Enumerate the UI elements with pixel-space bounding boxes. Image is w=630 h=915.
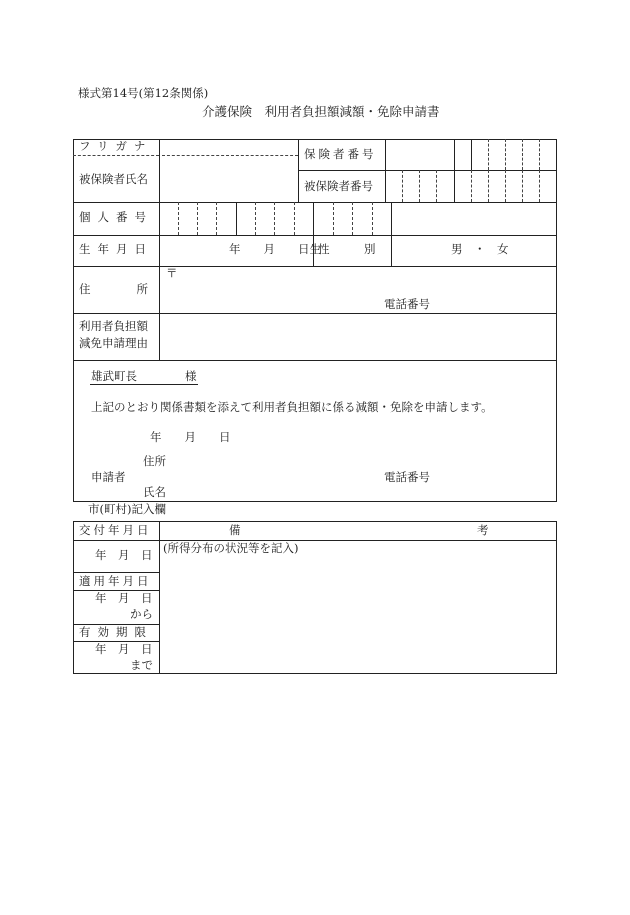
remarks-label-left: 備: [229, 523, 241, 537]
municipal-caption: 市(町村)記入欄: [88, 502, 166, 516]
insured-number-label: 被保険者番号: [304, 179, 373, 193]
document-title: 介護保険 利用者負担額減額・免除申請書: [202, 104, 440, 119]
address-label: 住 所: [79, 282, 148, 296]
apply-ymd: 年 月 日: [95, 591, 153, 605]
personal-number-label: 個人番号: [79, 210, 153, 224]
applicant-label: 申請者: [91, 470, 126, 484]
until-label: まで: [130, 658, 153, 672]
addressee: 雄武町長: [91, 369, 137, 383]
validity-ymd: 年 月 日: [95, 642, 153, 656]
validity-label: 有効期限: [79, 625, 153, 639]
remarks-note: (所得分布の状況等を記入): [163, 541, 299, 555]
sex-label: 性 別: [318, 242, 376, 256]
applicant-address-label: 住所: [143, 454, 166, 468]
application-date: 年 月 日: [150, 430, 231, 444]
insurer-number-label: 保険者番号: [304, 147, 377, 161]
application-statement: 上記のとおり関係書類を添えて利用者負担額に係る減額・免除を申請します。: [91, 400, 493, 414]
birth-date-suffix: 年 月 日生: [229, 242, 321, 256]
birth-date-label: 生年月日: [79, 242, 153, 256]
issue-ymd: 年 月 日: [95, 548, 153, 562]
applicant-phone-label: 電話番号: [384, 470, 430, 484]
postal-mark: 〒: [166, 266, 178, 280]
remarks-label-right: 考: [477, 523, 489, 537]
applicant-name-label: 氏名: [143, 485, 166, 499]
furigana-label: フリガナ: [79, 139, 153, 153]
phone-label: 電話番号: [384, 297, 430, 311]
from-label: から: [130, 607, 153, 621]
insured-name-label: 被保険者氏名: [79, 172, 148, 186]
apply-date-label: 適用年月日: [79, 574, 152, 588]
issue-date-label: 交付年月日: [79, 523, 152, 537]
honorific: 様: [185, 369, 197, 383]
reason-label-line1: 利用者負担額: [79, 319, 148, 333]
sex-options: 男 ・ 女: [451, 242, 509, 256]
addressee-underline: [90, 384, 198, 385]
form-number: 様式第14号(第12条関係): [78, 86, 209, 100]
reason-label-line2: 減免申請理由: [79, 336, 148, 350]
